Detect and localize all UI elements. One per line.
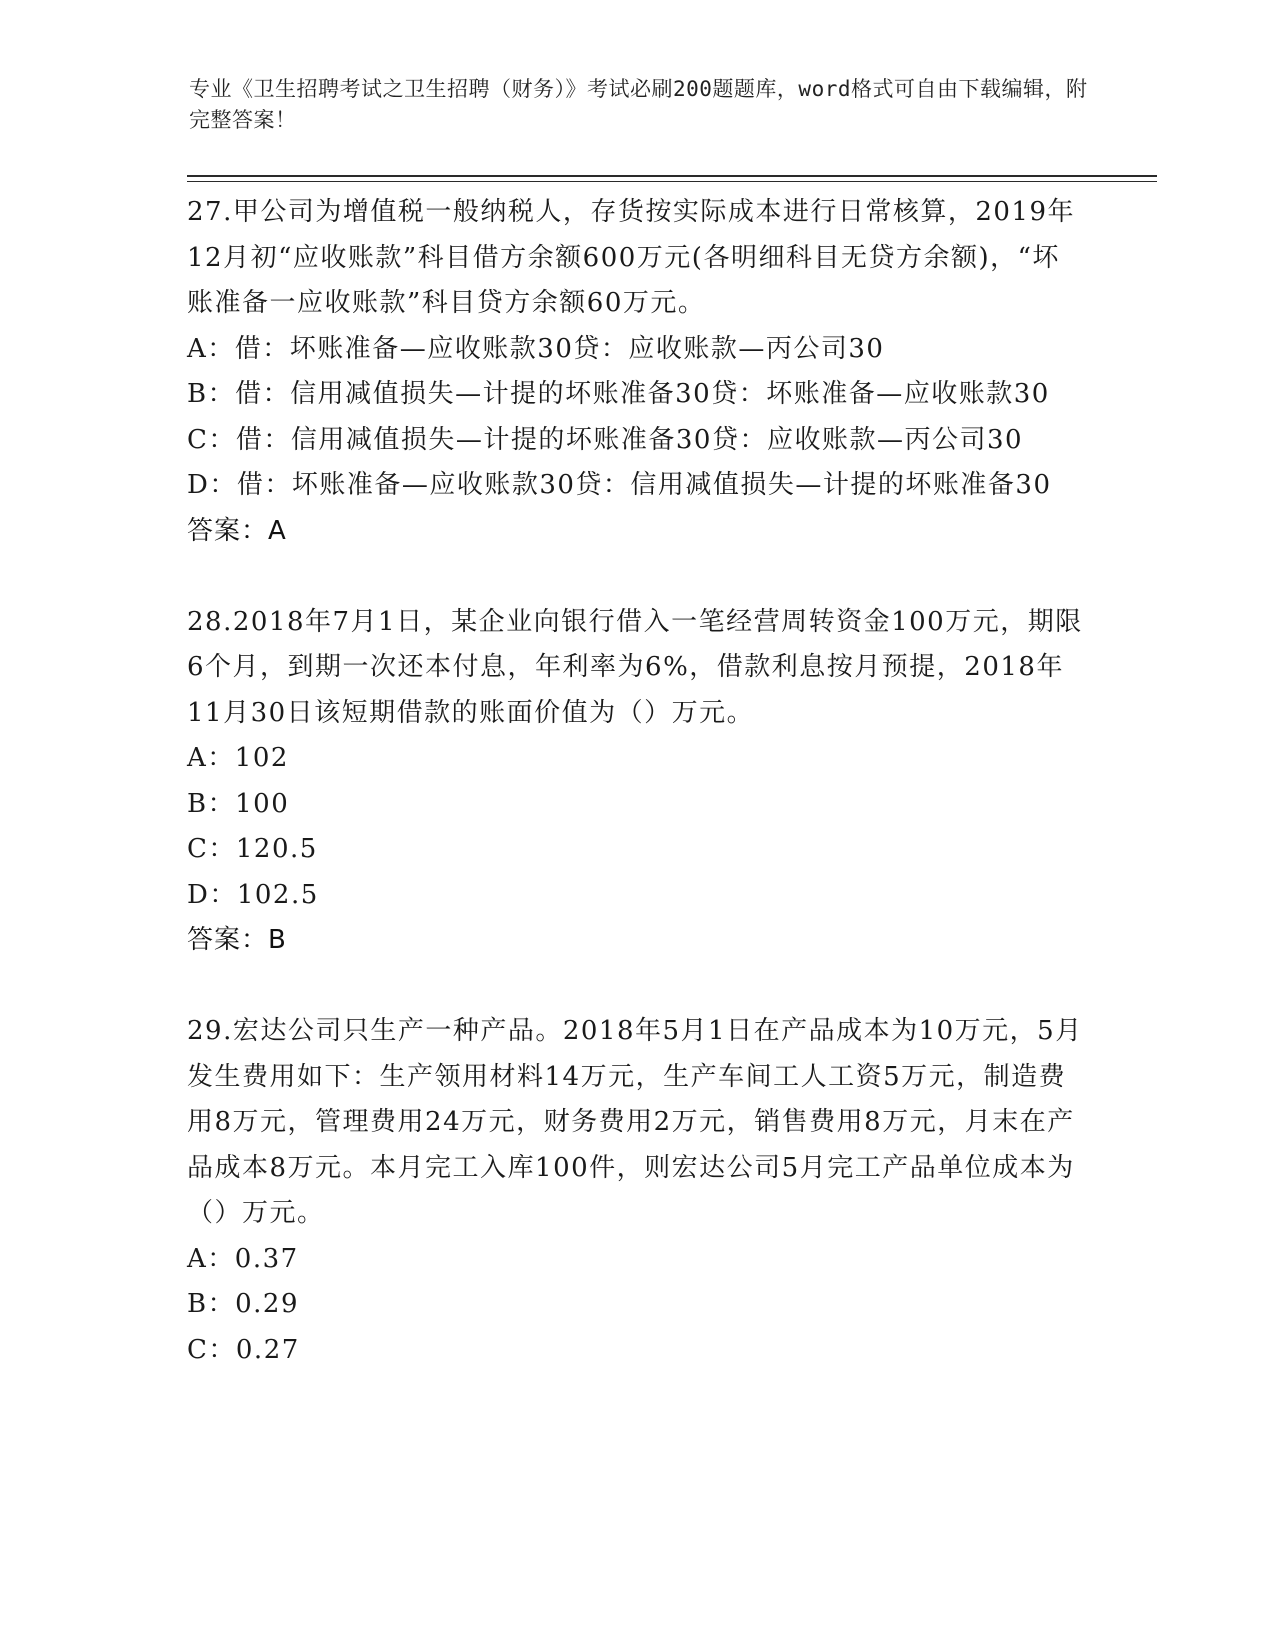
question-stem: 27.甲公司为增值税一般纳税人，存货按实际成本进行日常核算，2019年12月初“应收账款”科目借方余额600万元(各明细科目无贷方余额)，“坏账准备一应收账款”科目贷方余额60万元。 — [187, 197, 1076, 318]
option-c: C：0.27 — [187, 1334, 300, 1365]
option-c: C：借：信用减值损失—计提的坏账准备30贷：应收账款—丙公司30 — [187, 424, 1024, 455]
question-list — [187, 190, 1087, 1373]
option-d: D：借：坏账准备—应收账款30贷：信用减值损失—计提的坏账准备30 — [187, 470, 1052, 500]
document-header: 专业《卫生招聘考试之卫生招聘（财务）》考试必刷200题题库，word格式可自由下载编辑，附完整答案！ — [189, 77, 1088, 132]
question-27 — [187, 190, 1087, 554]
answer-label: 答案：B — [187, 925, 287, 955]
option-a: A：102 — [187, 743, 289, 773]
question-29 — [187, 1009, 1087, 1373]
option-a: A：借：坏账准备—应收账款30贷：应收账款—丙公司30 — [187, 333, 885, 364]
header-divider-thick — [187, 175, 1157, 177]
question-28 — [187, 600, 1087, 964]
option-b: B：100 — [187, 788, 290, 819]
option-c: C：120.5 — [187, 834, 318, 864]
header-divider-thin — [187, 181, 1157, 182]
question-stem: 29.宏达公司只生产一种产品。2018年5月1日在产品成本为10万元，5月发生费用如下：生产领用材料14万元，生产车间工人工资5万元，制造费用8万元，管理费用24万元，财务费用2万元，销售费用8万元，月末在产品成本8万元。本月完工入库100件，则宏达公司5月完工产品单位成本为（）万元。 — [187, 1016, 1083, 1228]
question-spacer — [187, 554, 1087, 600]
option-d: D：102.5 — [187, 879, 319, 910]
question-spacer — [187, 964, 1087, 1010]
answer-label: 答案：A — [187, 515, 287, 546]
option-b: B：借：信用减值损失—计提的坏账准备30贷：坏账准备—应收账款30 — [187, 379, 1050, 409]
question-stem: 28.2018年7月1日，某企业向银行借入一笔经营周转资金100万元，期限6个月，到期一次还本付息，年利率为6%，借款利息按月预提，2018年11月30日该短期借款的账面价值为（）万元。 — [187, 606, 1083, 728]
option-a: A：0.37 — [187, 1243, 299, 1274]
option-b: B：0.29 — [187, 1289, 299, 1319]
